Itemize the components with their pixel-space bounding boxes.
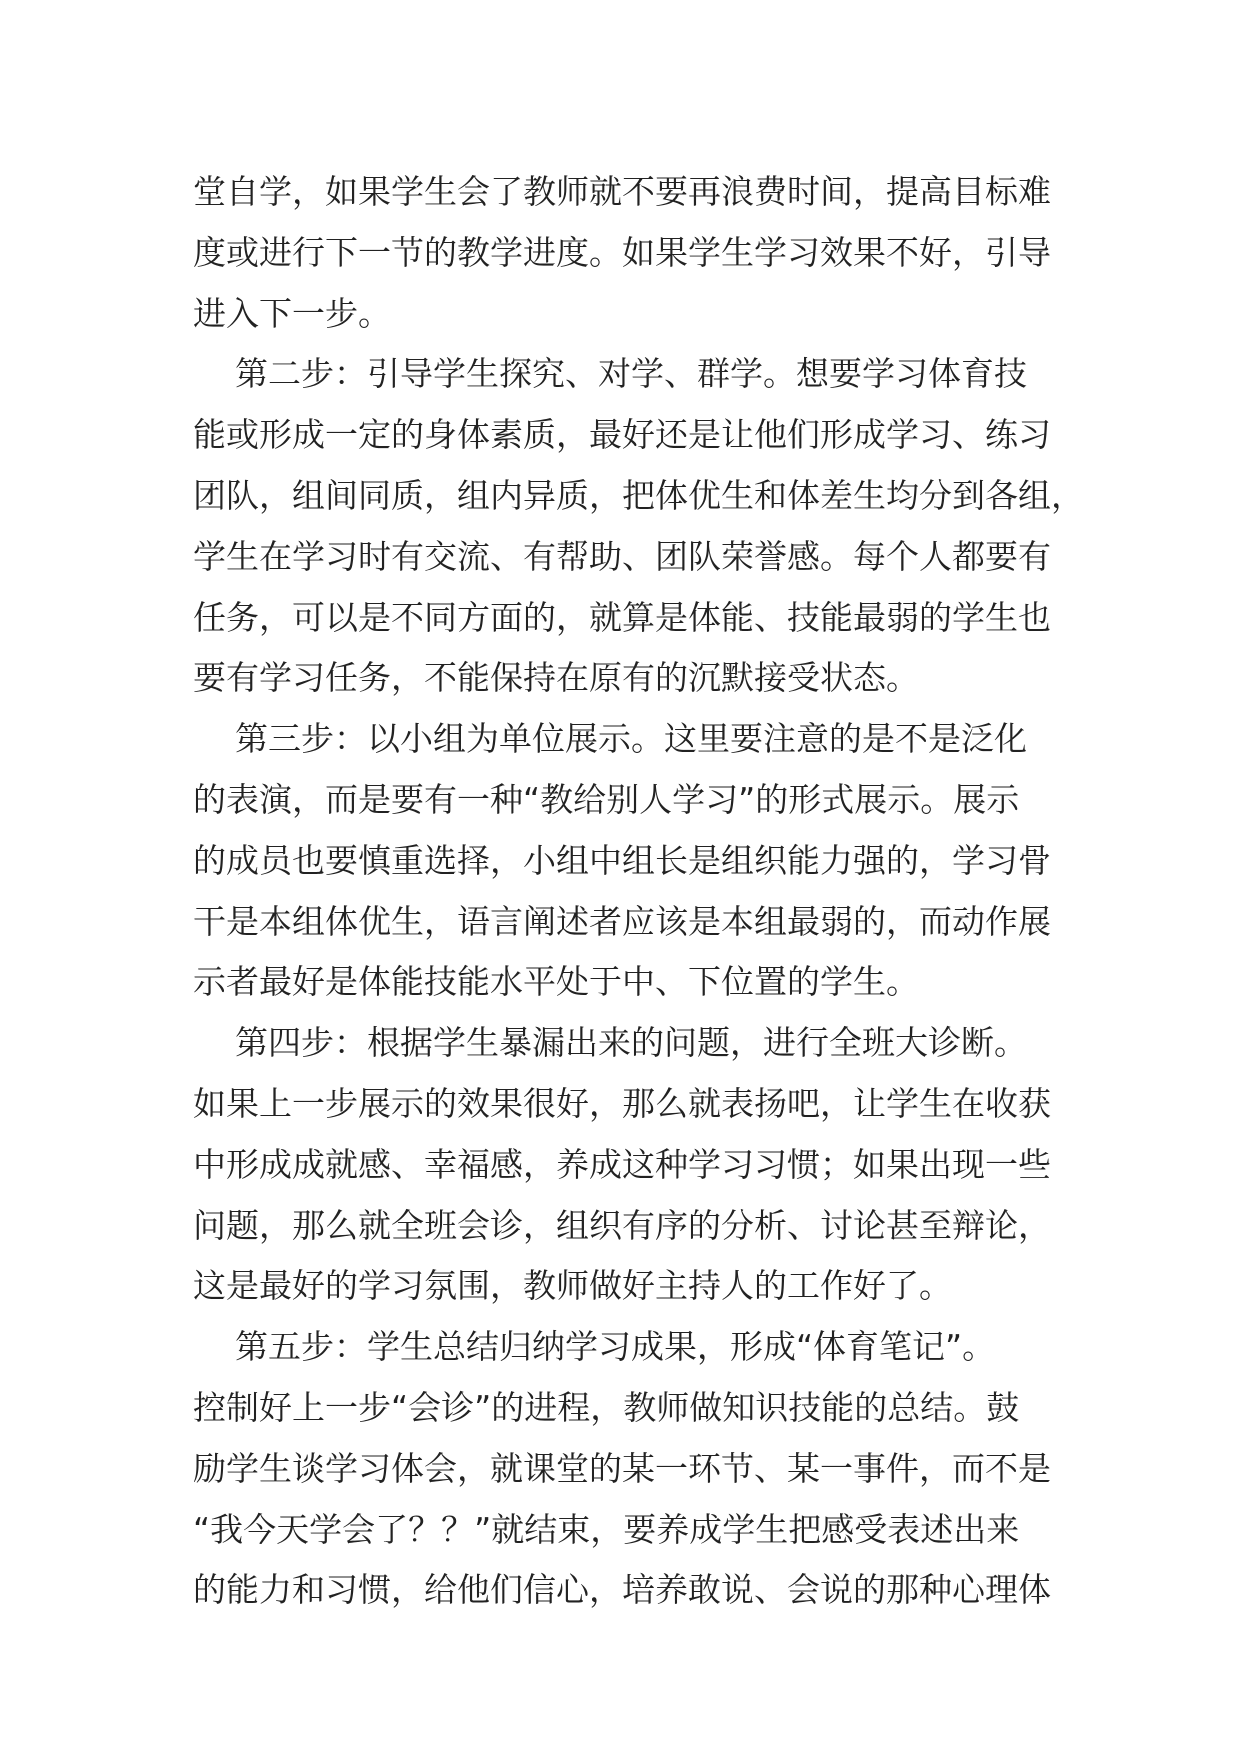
- text-line: 如果上一步展示的效果很好，那么就表扬吧，让学生在收获: [193, 1083, 1051, 1123]
- text-line: 团队，组间同质，组内异质，把体优生和体差生均分到各组，: [193, 475, 1084, 515]
- text-line: 任务，可以是不同方面的，就算是体能、技能最弱的学生也: [193, 597, 1051, 637]
- text-line: 要有学习任务，不能保持在原有的沉默接受状态。: [193, 658, 919, 698]
- body-text: [193, 162, 1084, 1621]
- text-line: 进入下一步。: [193, 293, 391, 333]
- text-line: 第三步：以小组为单位展示。这里要注意的是不是泛化: [193, 719, 1027, 759]
- text-line: 第五步：学生总结归纳学习成果，形成“体育笔记”。: [193, 1327, 996, 1367]
- text-line: 的能力和习惯，给他们信心，培养敢说、会说的那种心理体: [193, 1570, 1051, 1610]
- text-line: 控制好上一步“会诊”的进程，教师做知识技能的总结。鼓: [193, 1387, 1020, 1427]
- text-line: 能或形成一定的身体素质，最好还是让他们形成学习、练习: [193, 415, 1051, 455]
- text-line: 示者最好是体能技能水平处于中、下位置的学生。: [193, 962, 919, 1002]
- text-line: 的成员也要慎重选择，小组中组长是组织能力强的，学习骨: [193, 840, 1051, 880]
- text-line: 干是本组体优生，语言阐述者应该是本组最弱的，而动作展: [193, 901, 1051, 941]
- text-line: 励学生谈学习体会，就课堂的某一环节、某一事件，而不是: [193, 1448, 1051, 1488]
- text-line: “我今天学会了？？”就结束，要养成学生把感受表述出来: [193, 1509, 1020, 1549]
- text-line: 中形成成就感、幸福感，养成这种学习习惯；如果出现一些: [193, 1144, 1051, 1184]
- text-line: 这是最好的学习氛围，教师做好主持人的工作好了。: [193, 1266, 952, 1306]
- text-line: 度或进行下一节的教学进度。如果学生学习效果不好，引导: [193, 232, 1051, 272]
- text-line: 学生在学习时有交流、有帮助、团队荣誉感。每个人都要有: [193, 536, 1051, 576]
- text-line: 的表演，而是要有一种“教给别人学习”的形式展示。展示: [193, 779, 1020, 819]
- text-line: 堂自学，如果学生会了教师就不要再浪费时间，提高目标难: [193, 172, 1051, 211]
- text-line: 第二步：引导学生探究、对学、群学。想要学习体育技: [193, 354, 1027, 394]
- text-line: 第四步：根据学生暴漏出来的问题，进行全班大诊断。: [193, 1023, 1027, 1063]
- text-line: 问题，那么就全班会诊，组织有序的分析、讨论甚至辩论，: [193, 1205, 1051, 1245]
